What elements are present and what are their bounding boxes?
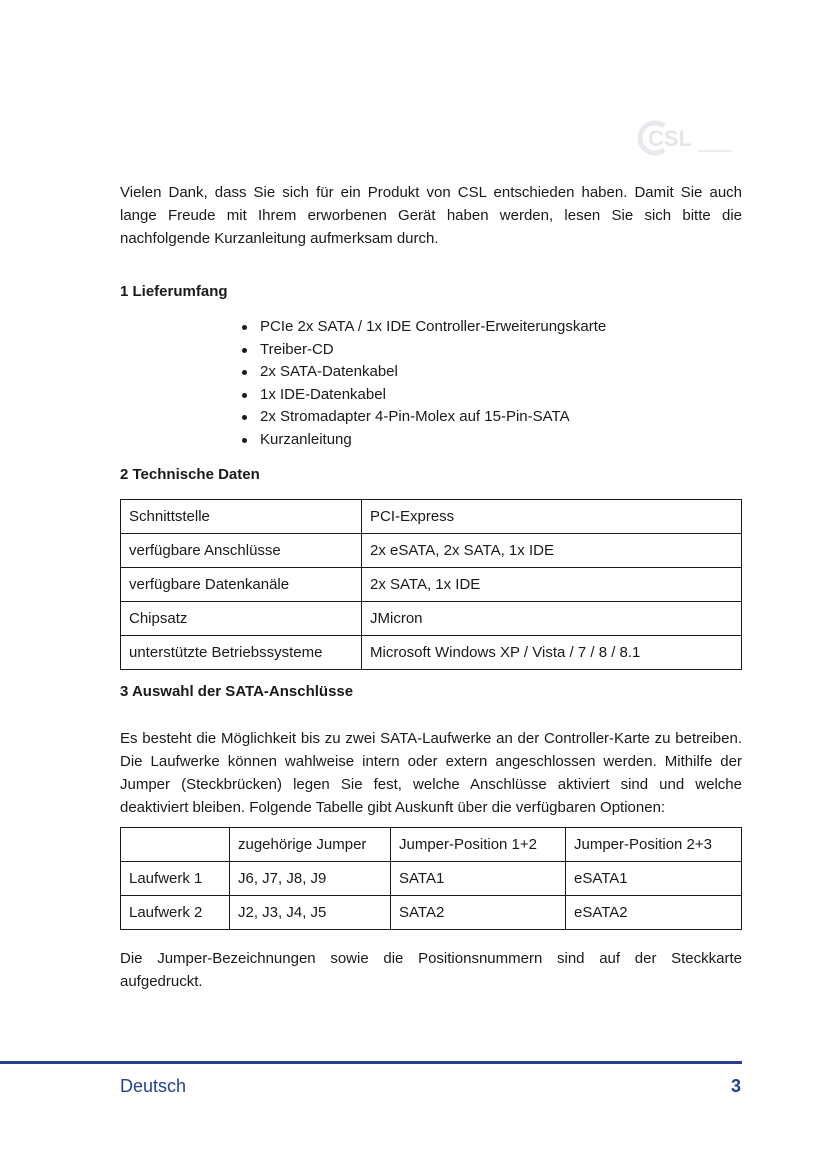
list-item: 1x IDE-Datenkabel [240, 384, 742, 407]
section-heading-technische-daten: 2 Technische Daten [120, 466, 260, 483]
table-header-row [121, 828, 742, 862]
table-cell: Laufwerk 1 [121, 862, 230, 896]
table-header-cell [121, 828, 230, 862]
table-row [121, 602, 742, 636]
table-cell: Chipsatz [121, 602, 362, 636]
table-cell: 2x SATA, 1x IDE [362, 568, 742, 602]
footer-divider [0, 1061, 742, 1064]
section-heading-lieferumfang: 1 Lieferumfang [120, 283, 228, 300]
table-row [121, 636, 742, 670]
table-cell: 2x eSATA, 2x SATA, 1x IDE [362, 534, 742, 568]
footnote-paragraph: Die Jumper-Bezeichnungen sowie die Positionsnummern sind auf der Steckkarte aufgedruckt. [120, 950, 742, 990]
table-cell: unterstützte Betriebssysteme [121, 636, 362, 670]
delivery-list [120, 316, 742, 451]
table-cell: verfügbare Datenkanäle [121, 568, 362, 602]
table-cell: Laufwerk 2 [121, 896, 230, 930]
csl-logo [634, 112, 734, 160]
table-row [121, 896, 742, 930]
list-item: 2x SATA-Datenkabel [240, 361, 742, 384]
table-row [121, 534, 742, 568]
table-cell: PCI-Express [362, 500, 742, 534]
table-header-cell: Jumper-Position 2+3 [566, 828, 742, 862]
footer-language: Deutsch [120, 1076, 187, 1096]
table-header-cell: zugehörige Jumper [230, 828, 391, 862]
table-row [121, 500, 742, 534]
jumper-table [120, 827, 742, 930]
svg-text:CSL: CSL [648, 126, 692, 151]
table-row [121, 862, 742, 896]
section-heading-sata-anschluesse: 3 Auswahl der SATA-Anschlüsse [120, 683, 354, 700]
page-number: 3 [730, 1076, 741, 1096]
csl-logo-graphic [634, 112, 734, 160]
list-item: Treiber-CD [240, 339, 742, 362]
table-cell: SATA1 [391, 862, 566, 896]
table-cell: verfügbare Anschlüsse [121, 534, 362, 568]
list-item: 2x Stromadapter 4-Pin-Molex auf 15-Pin-SATA [240, 406, 742, 429]
page-content [120, 181, 742, 993]
list-item: Kurzanleitung [240, 429, 742, 452]
sata-paragraph: Es besteht die Möglichkeit bis zu zwei SATA-Laufwerke an der Controller-Karte zu betreiben. Die Laufwerke können wahlweise intern oder extern angeschlossen werden. Mithilfe der Jumper (Steckbrücken) legen Sie fest, welche Anschlüsse aktiviert sind und welche deaktiviert bleiben. Folgende Tabelle gibt Auskunft über die verfügbaren Optionen: [120, 730, 742, 816]
table-cell: Microsoft Windows XP / Vista / 7 / 8 / 8.1 [362, 636, 742, 670]
table-cell: J2, J3, J4, J5 [230, 896, 391, 930]
table-header-cell: Jumper-Position 1+2 [391, 828, 566, 862]
intro-paragraph: Vielen Dank, dass Sie sich für ein Produkt von CSL entschieden haben. Damit Sie auch lange Freude mit Ihrem erworbenen Gerät haben werden, lesen Sie sich bitte die nachfolgende Kurzanleitung aufmerksam durch. [120, 184, 742, 247]
table-cell: eSATA1 [566, 862, 742, 896]
table-cell: Schnittstelle [121, 500, 362, 534]
table-cell: JMicron [362, 602, 742, 636]
tech-specs-table [120, 499, 742, 670]
table-cell: SATA2 [391, 896, 566, 930]
table-cell: eSATA2 [566, 896, 742, 930]
table-row [121, 568, 742, 602]
table-cell: J6, J7, J8, J9 [230, 862, 391, 896]
list-item: PCIe 2x SATA / 1x IDE Controller-Erweiterungskarte [240, 316, 742, 339]
